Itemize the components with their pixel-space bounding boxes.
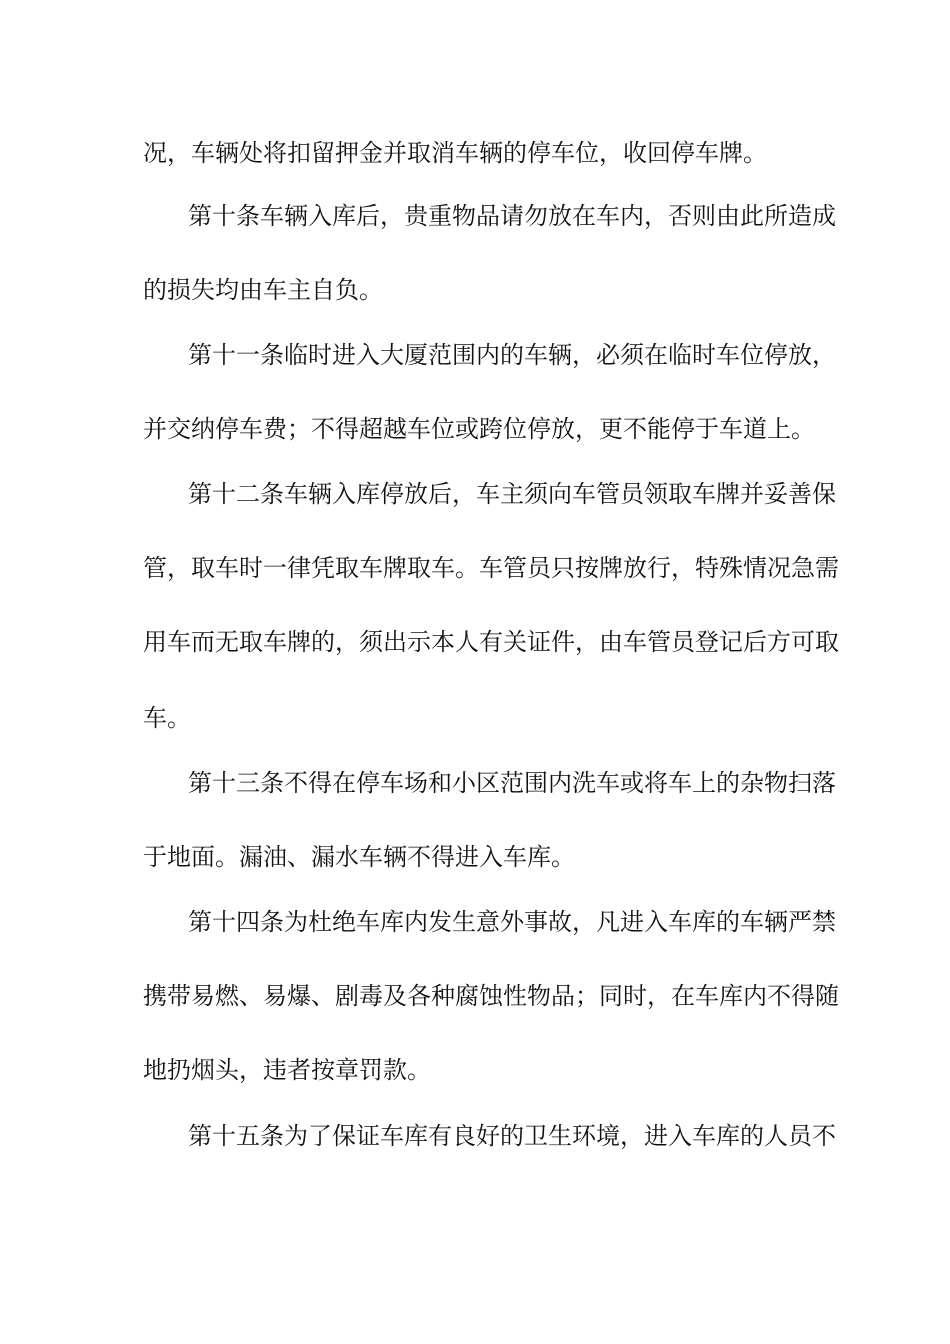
text-line: 第十一条临时进入大厦范围内的车辆，必须在临时车位停放，: [188, 341, 836, 369]
text-line: 第十四条为杜绝车库内发生意外事故，凡进入车库的车辆严禁: [188, 908, 836, 936]
text-line: 第十条车辆入库后，贵重物品请勿放在车内，否则由此所造成: [188, 202, 836, 230]
text-line: 的损失均由车主自负。: [143, 276, 383, 304]
text-line: 于地面。漏油、漏水车辆不得进入车库。: [143, 843, 575, 871]
text-line: 第十五条为了保证车库有良好的卫生环境，进入车库的人员不: [188, 1122, 836, 1150]
text-line: 地扔烟头，违者按章罚款。: [143, 1056, 431, 1084]
text-line: 携带易燃、易爆、剧毒及各种腐蚀性物品；同时，在车库内不得随: [143, 982, 839, 1010]
text-line: 用车而无取车牌的，须出示本人有关证件，由车管员登记后方可取: [143, 628, 839, 656]
text-line: 并交纳停车费；不得超越车位或跨位停放，更不能停于车道上。: [143, 415, 815, 443]
text-line: 车。: [143, 704, 191, 732]
text-line: 管，取车时一律凭取车牌取车。车管员只按牌放行，特殊情况急需: [143, 554, 839, 582]
text-line: 况，车辆处将扣留押金并取消车辆的停车位，收回停车牌。: [143, 139, 767, 167]
text-line: 第十二条车辆入库停放后，车主须向车管员领取车牌并妥善保: [188, 480, 836, 508]
text-line: 第十三条不得在停车场和小区范围内洗车或将车上的杂物扫落: [188, 769, 836, 797]
